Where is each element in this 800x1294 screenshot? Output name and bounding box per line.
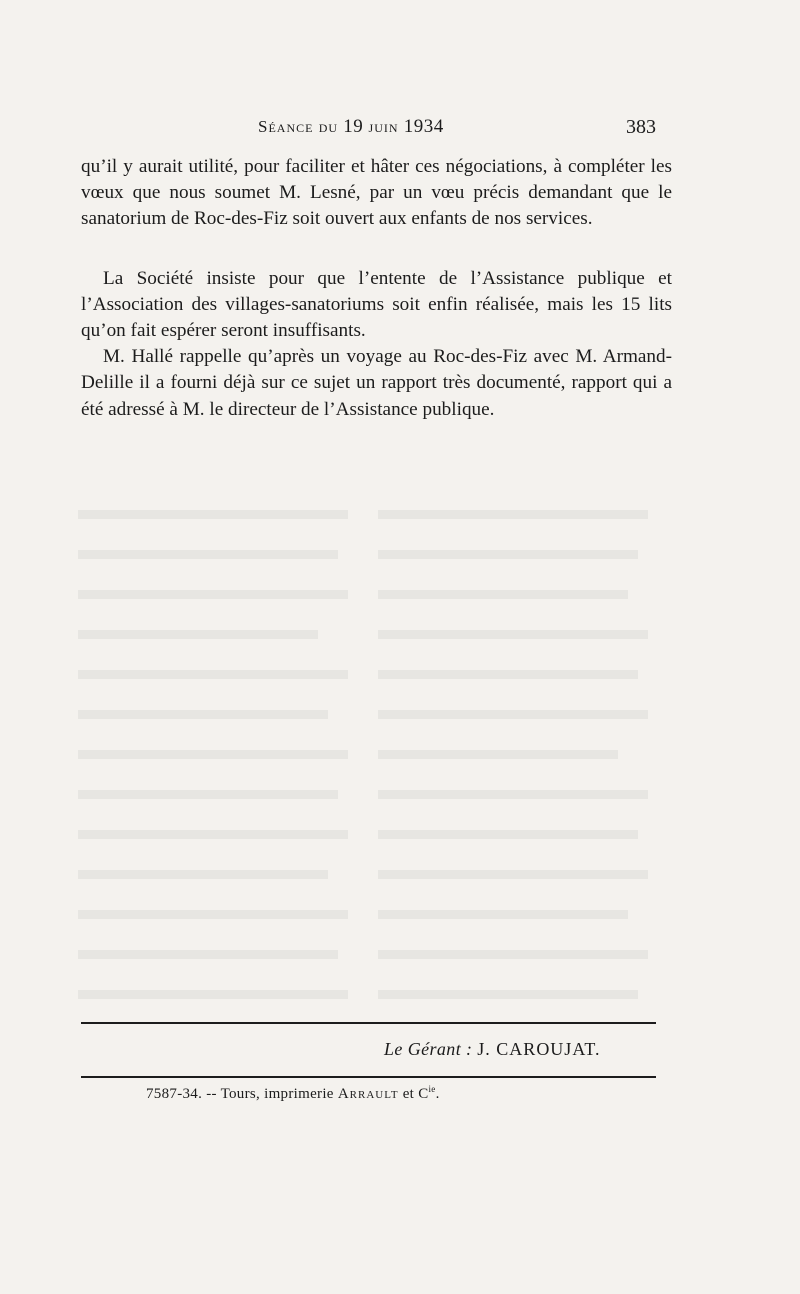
running-head-year: 1934 (403, 116, 444, 137)
bleed-through-texture (78, 500, 658, 1020)
running-head-date: 19 (343, 116, 364, 137)
signature-role: Le Gérant : (384, 1039, 473, 1059)
running-head (258, 116, 444, 138)
horizontal-rule (81, 1076, 656, 1078)
printer-imprint (146, 1084, 440, 1103)
paragraph: M. Hallé rappelle qu’après un voyage au Roc-des-Fiz avec M. Armand-Delille il a fourni déjà sur ce sujet un rapport très documenté, rapport qui a été adressé à M. le directeur de l’Assistance publique. (81, 346, 672, 420)
page-number: 383 (626, 116, 656, 138)
imprint-superscript: ie (428, 1084, 436, 1094)
imprint-suffix: et C (402, 1086, 429, 1102)
running-head-month: juin (368, 117, 399, 136)
imprint-prefix: 7587-34. -- Tours, imprimerie (146, 1086, 334, 1102)
body-text (81, 154, 672, 423)
signature-name: J. CAROUJAT. (477, 1039, 601, 1059)
imprint-end: . (435, 1086, 440, 1102)
imprint-printer: Arrault (337, 1086, 399, 1102)
paragraph: La Société insiste pour que l’entente de l’Assistance publique et l’Association des villages-sanatoriums soit enfin réalisée, mais les 15 lits qu’on fait espérer seront insuffisants. (81, 267, 672, 342)
paragraph: qu’il y aurait utilité, pour faciliter et hâter ces négociations, à compléter les vœux que nous soumet M. Lesné, par un vœu précis demandant que le sanatorium de Roc-des-Fiz soit ouvert aux enfants de nos services. (81, 156, 672, 230)
signature-line (384, 1039, 600, 1060)
running-head-prefix: Séance du (258, 117, 339, 136)
horizontal-rule (81, 1022, 656, 1024)
